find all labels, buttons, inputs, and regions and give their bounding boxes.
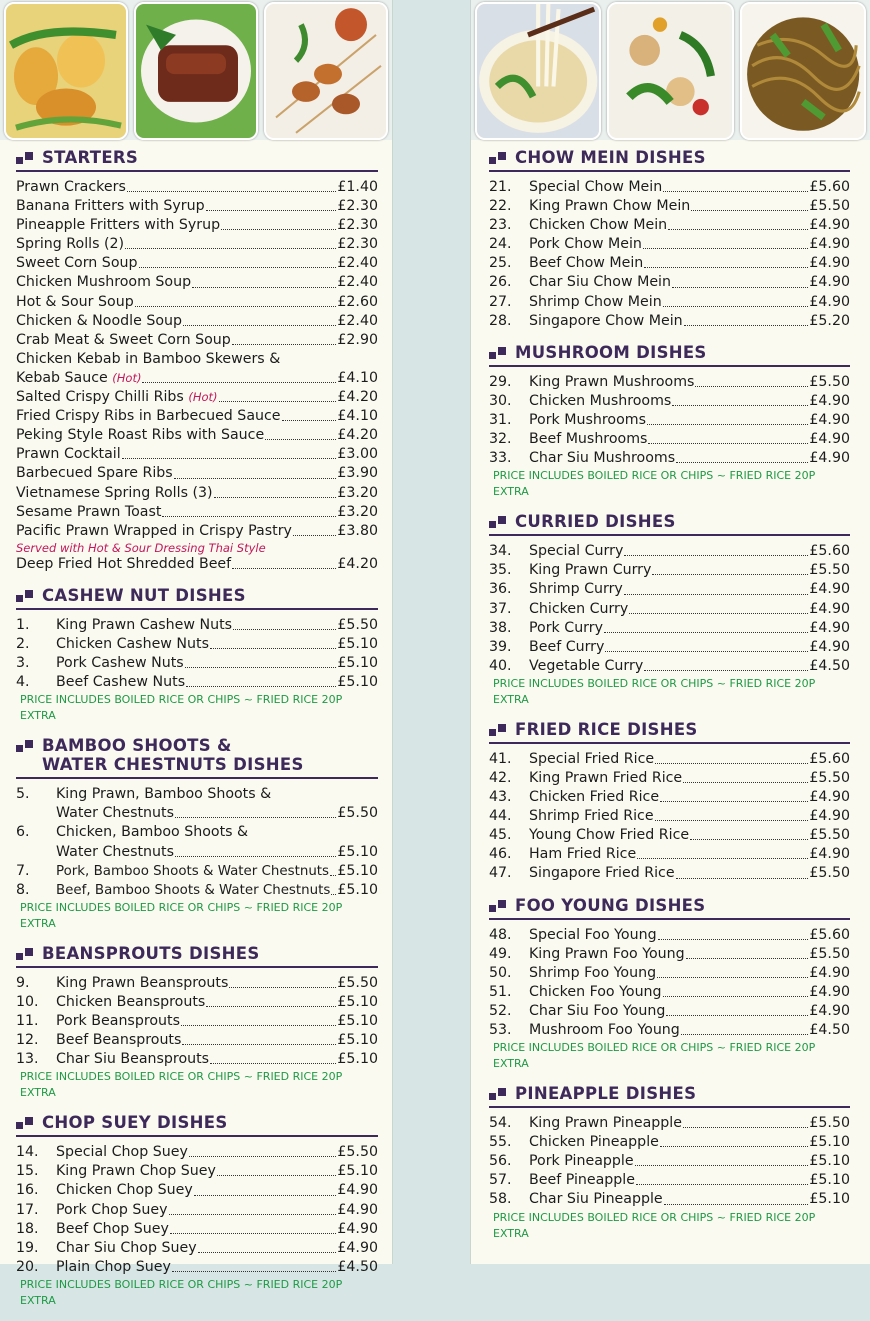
dot-leader bbox=[125, 248, 336, 249]
list-item: Pacific Prawn Wrapped in Crispy Pastry £3.80 bbox=[16, 522, 378, 539]
section-heading: FOO YOUNG DISHES bbox=[489, 896, 850, 920]
dot-leader bbox=[331, 894, 336, 895]
list-item: 26. Char Siu Chow Mein £4.90 bbox=[489, 274, 850, 291]
list-item: 54. King Prawn Pineapple £5.50 bbox=[489, 1115, 850, 1132]
dot-leader bbox=[655, 763, 808, 764]
section-heading: CURRIED DISHES bbox=[489, 512, 850, 536]
curried-section bbox=[489, 512, 850, 708]
dot-leader bbox=[658, 939, 809, 940]
list-item: 4. Beef Cashew Nuts £5.10 bbox=[16, 674, 378, 691]
list-item: 56. Pork Pineapple £5.10 bbox=[489, 1153, 850, 1170]
curried-list bbox=[489, 542, 850, 676]
list-item: 43. Chicken Fried Rice £4.90 bbox=[489, 789, 850, 806]
dot-leader bbox=[690, 839, 808, 840]
list-item: Spring Rolls (2) £2.30 bbox=[16, 236, 378, 253]
dot-leader bbox=[691, 210, 808, 211]
dot-leader bbox=[206, 1006, 336, 1007]
list-item: 51. Chicken Foo Young £4.90 bbox=[489, 983, 850, 1000]
list-item: 2. Chicken Cashew Nuts £5.10 bbox=[16, 635, 378, 652]
squares-icon bbox=[16, 1117, 34, 1129]
list-item: 41. Special Fried Rice £5.60 bbox=[489, 750, 850, 767]
rice-note: PRICE INCLUDES BOILED RICE OR CHIPS ~ FRIED RICE 20P EXTRA bbox=[20, 900, 343, 930]
squares-icon bbox=[489, 152, 507, 164]
list-item: 48. Special Foo Young £5.60 bbox=[489, 926, 850, 943]
list-item: 40. Vegetable Curry £4.50 bbox=[489, 657, 850, 674]
list-item: 28. Singapore Chow Mein £5.20 bbox=[489, 312, 850, 329]
dot-leader bbox=[605, 651, 808, 652]
dot-leader bbox=[181, 1025, 336, 1026]
list-item: Prawn Cocktail £3.00 bbox=[16, 446, 378, 463]
list-item: 45. Young Chow Fried Rice £5.50 bbox=[489, 827, 850, 844]
dot-leader bbox=[206, 210, 337, 211]
list-item: Peking Style Roast Ribs with Sauce £4.20 bbox=[16, 427, 378, 444]
list-item: 37. Chicken Curry £4.90 bbox=[489, 600, 850, 617]
dot-leader bbox=[683, 1127, 808, 1128]
dot-leader bbox=[664, 1204, 809, 1205]
dot-leader bbox=[657, 977, 808, 978]
list-item: 57. Beef Pineapple £5.10 bbox=[489, 1172, 850, 1189]
list-item: Chicken & Noodle Soup £2.40 bbox=[16, 312, 378, 329]
list-item: 25. Beef Chow Mein £4.90 bbox=[489, 255, 850, 272]
dot-leader bbox=[683, 782, 808, 783]
list-item: 55. Chicken Pineapple £5.10 bbox=[489, 1134, 850, 1151]
dot-leader bbox=[652, 574, 808, 575]
list-item: 58. Char Siu Pineapple £5.10 bbox=[489, 1191, 850, 1208]
list-item: 30. Chicken Mushrooms £4.90 bbox=[489, 392, 850, 409]
list-item: 14. Special Chop Suey £5.50 bbox=[16, 1144, 378, 1161]
chopsuey-section bbox=[16, 1113, 378, 1309]
dot-leader bbox=[695, 386, 808, 387]
dot-leader bbox=[192, 287, 336, 288]
fooyoung-section bbox=[489, 896, 850, 1073]
list-item: 15. King Prawn Chop Suey £5.10 bbox=[16, 1163, 378, 1180]
dot-leader bbox=[636, 1184, 808, 1185]
section-heading: CASHEW NUT DISHES bbox=[16, 586, 378, 610]
right-menu-panel bbox=[470, 0, 870, 1264]
rice-note: PRICE INCLUDES BOILED RICE OR CHIPS ~ FRIED RICE 20P EXTRA bbox=[20, 1070, 343, 1100]
list-item: 10. Chicken Beansprouts £5.10 bbox=[16, 993, 378, 1010]
section-heading: BEANSPROUTS DISHES bbox=[16, 944, 378, 968]
dot-leader bbox=[635, 1165, 809, 1166]
friedrice-list bbox=[489, 750, 850, 884]
list-item: 42. King Prawn Fried Rice £5.50 bbox=[489, 769, 850, 786]
squares-icon bbox=[489, 347, 507, 359]
dot-leader bbox=[265, 439, 336, 440]
list-item: 11. Pork Beansprouts £5.10 bbox=[16, 1013, 378, 1029]
list-item: 8. Beef, Bamboo Shoots & Water Chestnuts £5.10 bbox=[16, 881, 378, 898]
list-item: 22. King Prawn Chow Mein £5.50 bbox=[489, 198, 850, 215]
left-menu-column bbox=[16, 148, 378, 1321]
dot-leader bbox=[637, 858, 808, 859]
list-item: Hot & Sour Soup £2.60 bbox=[16, 293, 378, 310]
rice-note: PRICE INCLUDES BOILED RICE OR CHIPS ~ FRIED RICE 20P EXTRA bbox=[493, 676, 816, 706]
list-item: Barbecued Spare Ribs £3.90 bbox=[16, 465, 378, 482]
section-heading: PINEAPPLE DISHES bbox=[489, 1084, 850, 1108]
list-item: 7. Pork, Bamboo Shoots & Water Chestnuts £5.10 bbox=[16, 862, 378, 879]
dot-leader bbox=[293, 535, 336, 536]
dot-leader bbox=[660, 1146, 809, 1147]
chowmein-list bbox=[489, 178, 850, 331]
squares-icon bbox=[489, 724, 507, 736]
list-item: 39. Beef Curry £4.90 bbox=[489, 638, 850, 655]
mushroom-section bbox=[489, 343, 850, 500]
dot-leader bbox=[210, 1063, 336, 1064]
list-item: 17. Pork Chop Suey £4.90 bbox=[16, 1201, 378, 1218]
squares-icon bbox=[16, 948, 34, 960]
section-heading: FRIED RICE DISHES bbox=[489, 720, 850, 744]
list-item: 23. Chicken Chow Mein £4.90 bbox=[489, 217, 850, 234]
bamboo-list bbox=[16, 785, 378, 900]
dot-leader bbox=[189, 1156, 337, 1157]
list-item: Banana Fritters with Syrup £2.30 bbox=[16, 198, 378, 215]
tempura-prawn-photo bbox=[4, 2, 128, 140]
dot-leader bbox=[644, 670, 808, 671]
dot-leader bbox=[162, 516, 336, 517]
squares-icon bbox=[16, 740, 34, 752]
fooyoung-list bbox=[489, 926, 850, 1041]
dot-leader bbox=[676, 878, 809, 879]
dot-leader bbox=[655, 820, 809, 821]
list-item: 3. Pork Cashew Nuts £5.10 bbox=[16, 655, 378, 672]
dot-leader bbox=[170, 1233, 336, 1234]
dot-leader bbox=[686, 958, 809, 959]
friedrice-section bbox=[489, 720, 850, 884]
dot-leader bbox=[668, 229, 808, 230]
list-item: 29. King Prawn Mushrooms £5.50 bbox=[489, 373, 850, 390]
dot-leader bbox=[282, 420, 337, 421]
list-item: 46. Ham Fried Rice £4.90 bbox=[489, 846, 850, 863]
serving-note: Served with Hot & Sour Dressing Thai Style bbox=[16, 540, 266, 555]
dot-leader bbox=[233, 629, 336, 630]
chopsuey-list bbox=[16, 1143, 378, 1277]
dot-leader bbox=[217, 1175, 336, 1176]
beansprouts-list bbox=[16, 974, 378, 1069]
list-item: 9. King Prawn Beansprouts £5.50 bbox=[16, 974, 378, 991]
dot-leader bbox=[194, 1195, 337, 1196]
dot-leader bbox=[660, 801, 808, 802]
dot-leader bbox=[229, 987, 336, 988]
section-heading: STARTERS bbox=[16, 148, 378, 172]
list-item: 16. Chicken Chop Suey £4.90 bbox=[16, 1182, 378, 1199]
dot-leader bbox=[676, 462, 808, 463]
dot-leader bbox=[142, 382, 336, 383]
squares-icon bbox=[16, 152, 34, 164]
bamboo-section bbox=[16, 736, 378, 932]
dot-leader bbox=[182, 1044, 336, 1045]
list-item: 38. Pork Curry £4.90 bbox=[489, 619, 850, 636]
right-menu-column bbox=[489, 148, 850, 1254]
dot-leader bbox=[135, 306, 337, 307]
dot-leader bbox=[127, 191, 337, 192]
list-item: Vietnamese Spring Rolls (3) £3.20 bbox=[16, 484, 378, 501]
squares-icon bbox=[489, 516, 507, 528]
dot-leader bbox=[232, 568, 336, 569]
list-item: Fried Crispy Ribs in Barbecued Sauce £4.10 bbox=[16, 408, 378, 425]
list-item: Chicken Kebab in Bamboo Skewers & Kebab Sauce (Hot) £4.10 bbox=[16, 350, 378, 388]
cashew-stir-fry-photo bbox=[607, 2, 733, 140]
list-item: 5. King Prawn, Bamboo Shoots & Water Chestnuts £5.50 bbox=[16, 786, 378, 822]
dot-leader bbox=[330, 875, 336, 876]
dot-leader bbox=[624, 555, 808, 556]
dot-leader bbox=[647, 424, 808, 425]
list-item: Prawn Crackers £1.40 bbox=[16, 179, 378, 195]
cashew-section bbox=[16, 586, 378, 724]
chow-mein-photo bbox=[740, 2, 866, 140]
dot-leader bbox=[172, 1271, 337, 1272]
list-item: Chicken Mushroom Soup £2.40 bbox=[16, 274, 378, 291]
dot-leader bbox=[219, 401, 337, 402]
dot-leader bbox=[663, 306, 809, 307]
chowmein-section bbox=[489, 148, 850, 331]
dot-leader bbox=[122, 458, 337, 459]
pineapple-section bbox=[489, 1084, 850, 1241]
list-item: Pineapple Fritters with Syrup £2.30 bbox=[16, 217, 378, 234]
dot-leader bbox=[232, 344, 337, 345]
list-item: 31. Pork Mushrooms £4.90 bbox=[489, 411, 850, 428]
list-item: 50. Shrimp Foo Young £4.90 bbox=[489, 964, 850, 981]
dot-leader bbox=[663, 996, 809, 997]
squares-icon bbox=[16, 590, 34, 602]
list-item: Sweet Corn Soup £2.40 bbox=[16, 255, 378, 272]
dot-leader bbox=[185, 667, 337, 668]
hot-tag: (Hot) bbox=[188, 390, 218, 405]
cashew-list bbox=[16, 616, 378, 692]
list-item: 35. King Prawn Curry £5.50 bbox=[489, 562, 850, 579]
list-item: 36. Shrimp Curry £4.90 bbox=[489, 581, 850, 598]
roast-ribs-photo bbox=[134, 2, 258, 140]
dot-leader bbox=[648, 443, 808, 444]
noodle-soup-photo bbox=[475, 2, 601, 140]
dot-leader bbox=[684, 325, 809, 326]
section-heading: CHOP SUEY DISHES bbox=[16, 1113, 378, 1137]
dot-leader bbox=[183, 325, 336, 326]
dot-leader bbox=[186, 686, 336, 687]
list-item: 12. Beef Beansprouts £5.10 bbox=[16, 1032, 378, 1049]
dot-leader bbox=[174, 478, 337, 479]
list-item: 52. Char Siu Foo Young £4.90 bbox=[489, 1002, 850, 1019]
dot-leader bbox=[175, 817, 336, 818]
dot-leader bbox=[643, 248, 808, 249]
dot-leader bbox=[210, 648, 336, 649]
dot-leader bbox=[672, 405, 808, 406]
dot-leader bbox=[604, 632, 808, 633]
list-item: 32. Beef Mushrooms £4.90 bbox=[489, 431, 850, 448]
list-item: Salted Crispy Chilli Ribs (Hot) £4.20 bbox=[16, 388, 378, 407]
dot-leader bbox=[644, 267, 808, 268]
dot-leader bbox=[214, 497, 337, 498]
list-item: 19. Char Siu Chop Suey £4.90 bbox=[16, 1239, 378, 1256]
squares-icon bbox=[489, 1088, 507, 1100]
dot-leader bbox=[139, 267, 337, 268]
mushroom-list bbox=[489, 373, 850, 468]
list-item: 33. Char Siu Mushrooms £4.90 bbox=[489, 450, 850, 467]
list-item: 18. Beef Chop Suey £4.90 bbox=[16, 1220, 378, 1237]
list-item: 1. King Prawn Cashew Nuts £5.50 bbox=[16, 616, 378, 633]
left-menu-panel bbox=[0, 0, 393, 1307]
list-item: Sesame Prawn Toast £3.20 bbox=[16, 503, 378, 520]
section-heading: BAMBOO SHOOTS & WATER CHESTNUTS DISHES bbox=[16, 736, 378, 779]
starters-section bbox=[16, 148, 378, 574]
list-item: 6. Chicken, Bamboo Shoots & Water Chestnuts £5.10 bbox=[16, 824, 378, 860]
dot-leader bbox=[175, 856, 336, 857]
dot-leader bbox=[169, 1214, 337, 1215]
rice-note: PRICE INCLUDES BOILED RICE OR CHIPS ~ FRIED RICE 20P EXTRA bbox=[20, 693, 343, 723]
squares-icon bbox=[489, 900, 507, 912]
list-item: 13. Char Siu Beansprouts £5.10 bbox=[16, 1051, 378, 1068]
rice-note: PRICE INCLUDES BOILED RICE OR CHIPS ~ FRIED RICE 20P EXTRA bbox=[493, 1210, 816, 1240]
beansprouts-section bbox=[16, 944, 378, 1101]
rice-note: PRICE INCLUDES BOILED RICE OR CHIPS ~ FRIED RICE 20P EXTRA bbox=[493, 469, 816, 499]
dot-leader bbox=[666, 1015, 808, 1016]
rice-note: PRICE INCLUDES BOILED RICE OR CHIPS ~ FRIED RICE 20P EXTRA bbox=[20, 1277, 343, 1307]
list-item: 53. Mushroom Foo Young £4.50 bbox=[489, 1022, 850, 1038]
dot-leader bbox=[198, 1252, 337, 1253]
starters-list bbox=[16, 178, 378, 574]
dot-leader bbox=[663, 191, 808, 192]
chicken-skewers-photo bbox=[264, 2, 388, 140]
list-item: 34. Special Curry £5.60 bbox=[489, 543, 850, 560]
dot-leader bbox=[221, 229, 336, 230]
list-item: Deep Fried Hot Shredded Beef £4.20 bbox=[16, 555, 378, 572]
photo-strip-right bbox=[471, 0, 870, 140]
section-heading: CHOW MEIN DISHES bbox=[489, 148, 850, 172]
dot-leader bbox=[681, 1034, 809, 1035]
dot-leader bbox=[624, 594, 809, 595]
dot-leader bbox=[672, 287, 808, 288]
rice-note: PRICE INCLUDES BOILED RICE OR CHIPS ~ FRIED RICE 20P EXTRA bbox=[493, 1041, 816, 1071]
pineapple-list bbox=[489, 1114, 850, 1209]
list-item: 47. Singapore Fried Rice £5.50 bbox=[489, 865, 850, 882]
list-item: 44. Shrimp Fried Rice £4.90 bbox=[489, 808, 850, 825]
list-item: Crab Meat & Sweet Corn Soup £2.90 bbox=[16, 331, 378, 348]
photo-strip-left bbox=[0, 0, 392, 140]
list-item: 20. Plain Chop Suey £4.50 bbox=[16, 1258, 378, 1275]
list-item: 49. King Prawn Foo Young £5.50 bbox=[489, 945, 850, 962]
list-item: 27. Shrimp Chow Mein £4.90 bbox=[489, 293, 850, 310]
hot-tag: (Hot) bbox=[112, 370, 142, 385]
section-heading: MUSHROOM DISHES bbox=[489, 343, 850, 367]
list-item: 21. Special Chow Mein £5.60 bbox=[489, 179, 850, 195]
list-item: 24. Pork Chow Mein £4.90 bbox=[489, 236, 850, 253]
dot-leader bbox=[629, 613, 808, 614]
